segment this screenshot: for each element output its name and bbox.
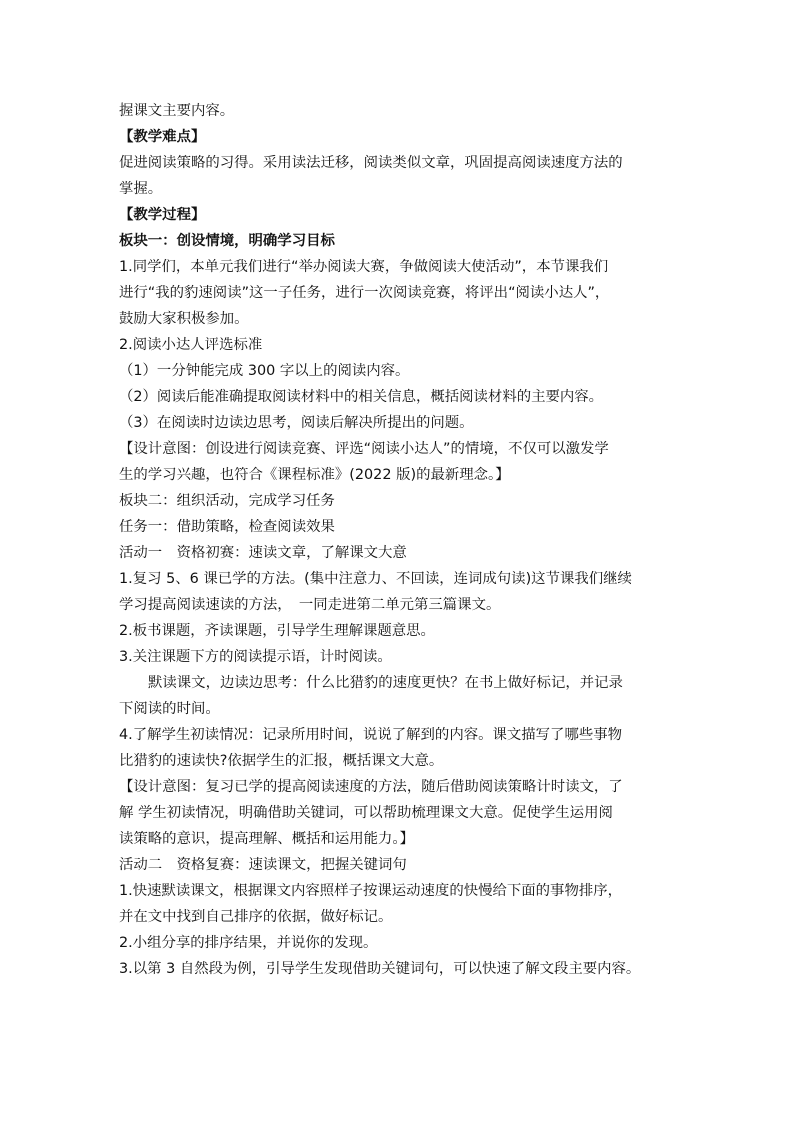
text-line: 板块二：组织活动，完成学习任务 [119, 493, 335, 509]
text-line: 并在文中找到自己排序的依据，做好标记。 [119, 909, 393, 925]
text-line: 掌握。 [119, 181, 163, 197]
text-line: 【设计意图：创设进行阅读竞赛、评选“阅读小达人”的情境，不仅可以激发学 [119, 441, 609, 457]
text-line: 1.同学们，本单元我们进行“举办阅读大赛，争做阅读大使活动”，本节课我们 [119, 259, 609, 275]
text-line: （2）阅读后能准确提取阅读材料中的相关信息，概括阅读材料的主要内容。 [119, 389, 604, 405]
text-line: 读策略的意识，提高理解、概括和运用能力。】 [119, 831, 415, 847]
text-line: 2.阅读小达人评选标准 [119, 337, 263, 353]
text-line: 4.了解学生初读情况：记录所用时间，说说了解到的内容。课文描写了哪些事物 [119, 727, 623, 743]
text-line: 学习提高阅读速读的方法， 一同走进第二单元第三篇课文。 [119, 597, 501, 613]
text-line: 活动二 资格复赛：速读课文，把握关键词句 [119, 857, 407, 873]
text-line: 默读课文，边读边思考：什么比猎豹的速度更快？在书上做好标记，并记录 [148, 675, 623, 691]
text-line: 下阅读的时间。 [119, 701, 220, 717]
text-line: 2.小组分享的排序结果，并说你的发现。 [119, 935, 378, 951]
text-line: （1）一分钟能完成 300 字以上的阅读内容。 [119, 363, 410, 379]
text-line: 促进阅读策略的习得。采用读法迁移，阅读类似文章，巩固提高阅读速度方法的 [119, 155, 623, 171]
text-line: 3.关注课题下方的阅读提示语，计时阅读。 [119, 649, 392, 665]
text-line: 鼓励大家积极参加。 [119, 311, 249, 327]
text-line: 握课文主要内容。 [119, 103, 235, 119]
text-line: 进行“我的豹速阅读”这一子任务，进行一次阅读竞赛，将评出“阅读小达人”， [119, 285, 610, 301]
text-line: 【设计意图：复习已学的提高阅读速度的方法，随后借助阅读策略计时读文，了 [119, 779, 623, 795]
section-heading: 【教学难点】 [119, 129, 206, 145]
section-heading: 板块一：创设情境，明确学习目标 [119, 233, 335, 249]
text-line: 1.复习 5、6 课已学的方法。(集中注意力、不回读，连词成句读)这节课我们继续 [119, 571, 632, 587]
text-line: 活动一 资格初赛：速读文章，了解课文大意 [119, 545, 407, 561]
text-line: 解 学生初读情况，明确借助关键词，可以帮助梳理课文大意。促使学生运用阅 [119, 805, 613, 821]
text-line: 任务一：借助策略，检查阅读效果 [119, 519, 335, 535]
text-line: （3）在阅读时边读边思考，阅读后解决所提出的问题。 [119, 415, 474, 431]
text-line: 3.以第 3 自然段为例，引导学生发现借助关键词句，可以快速了解文段主要内容。 [119, 961, 641, 977]
section-heading: 【教学过程】 [119, 207, 206, 223]
text-line: 1.快速默读课文，根据课文内容照样子按课运动速度的快慢给下面的事物排序， [119, 883, 623, 899]
document-page [119, 98, 679, 982]
text-line: 生的学习兴趣，也符合《课程标准》(2022 版)的最新理念。】 [119, 467, 510, 483]
text-line: 2.板书课题，齐读课题，引导学生理解课题意思。 [119, 623, 435, 639]
text-line: 比猎豹的速读快?依据学生的汇报，概括课文大意。 [119, 753, 444, 769]
